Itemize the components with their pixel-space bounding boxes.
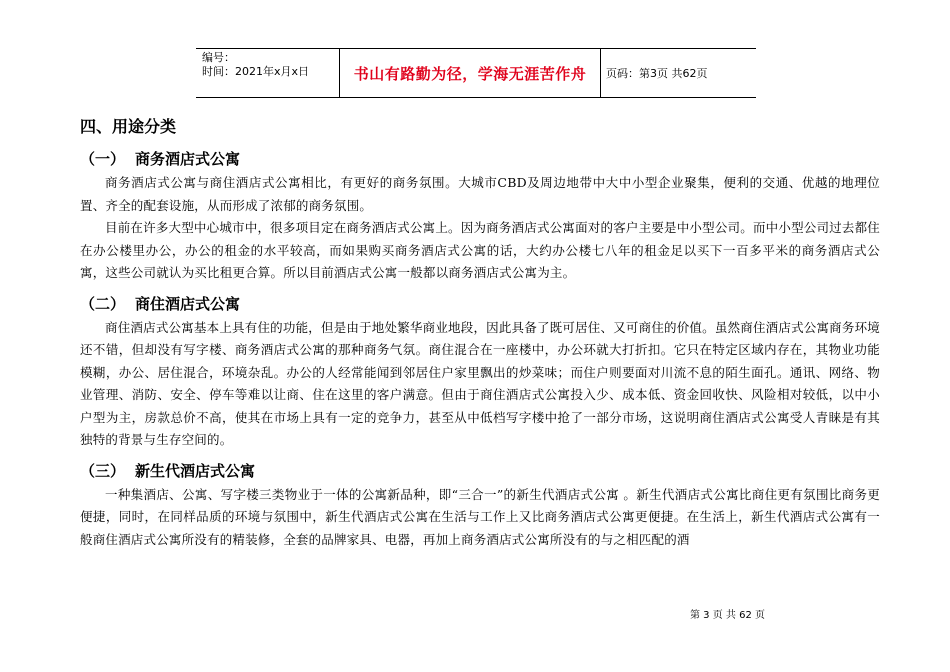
paragraph: 一种集酒店、公寓、写字楼三类物业于一体的公寓新品种，即“三合一”的新生代酒店式公寓 。新生代酒店式公寓比商住更有氛围比商务更便捷，同时，在同样品质的环境与氛围中，新生代酒店式公寓在生活与工作上又比商务酒店式公寓更便捷。在生活上，新生代酒店式公寓有一般商住酒店式公寓所没有的精装修，全套的品牌家具、电器，再加上商务酒店式公寓所没有的与之相匹配的酒 xyxy=(80,486,880,547)
subsection-heading xyxy=(80,148,880,170)
subsection-title: 新生代酒店式公寓 xyxy=(135,461,256,480)
subsection-title: 商务酒店式公寓 xyxy=(135,150,241,168)
header-meta xyxy=(196,49,340,97)
subsection-heading xyxy=(80,293,880,315)
header-page-info: 页码：第3页 共62页 xyxy=(606,67,708,80)
subsection-number: （一） xyxy=(80,150,126,168)
subsection-number: （二） xyxy=(80,294,126,313)
subsection-title: 商住酒店式公寓 xyxy=(135,294,241,313)
paragraph: 目前在许多大型中心城市中，很多项目定在商务酒店式公寓上。因为商务酒店式公寓面对的客户主要是中小型公司。而中小型公司过去都住在办公楼里办公，办公的租金的水平较高，而如果购买商务酒店式公寓的话，大约办公楼七八年的租金足以买下一百多平米的商务酒店式公寓，这些公司就认为买比租更合算。所以目前酒店式公寓一般都以商务酒店式公寓为主。 xyxy=(80,220,880,280)
document-body xyxy=(80,110,880,551)
header-motto: 书山有路勤为径，学海无涯苦作舟 xyxy=(353,64,587,83)
date-label: 时间：2021年x月x日 xyxy=(202,65,310,78)
subsection xyxy=(80,148,880,285)
subsection xyxy=(80,460,880,552)
subsection xyxy=(80,293,880,452)
serial-label: 编号： xyxy=(202,51,235,64)
subsection-heading xyxy=(80,460,880,482)
paragraph: 商务酒店式公寓与商住酒店式公寓相比，有更好的商务氛围。大城市CBD及周边地带中大中小型企业聚集，便利的交通、优越的地理位置、齐全的配套设施，从而形成了浓郁的商务氛围。 xyxy=(80,175,880,213)
paragraph: 商住酒店式公寓基本上具有住的功能，但是由于地处繁华商业地段，因此具备了既可居住、又可商住的价值。虽然商住酒店式公寓商务环境还不错，但却没有写字楼、商务酒店式公寓的那种商务气氛。商住混合在一座楼中，办公环就大打折扣。它只在特定区域内存在，其物业功能模糊，办公、居住混合，环境杂乱。办公的人经常能闻到邻居住户家里飘出的炒菜味；而住户则要面对川流不息的陌生面孔。通讯、网络、物业管理、消防、安全、停车等难以让商、住在这里的客户满意。但由于商住酒店式公寓投入少、成本低、资金回收快、风险相对较低，以中小户型为主，房款总价不高，使其在市场上具有一定的竞争力，甚至从中低档写字楼中抢了一部分市场，这说明商住酒店式公寓受人青睐是有其独特的背景与生存空间的。 xyxy=(80,319,880,447)
subsection-number: （三） xyxy=(80,461,126,480)
header-motto-cell xyxy=(340,49,601,97)
section-title: 四、用途分类 xyxy=(80,117,177,136)
page-footer: 第 3 页 共 62 页 xyxy=(690,610,765,621)
page-header xyxy=(196,48,756,98)
